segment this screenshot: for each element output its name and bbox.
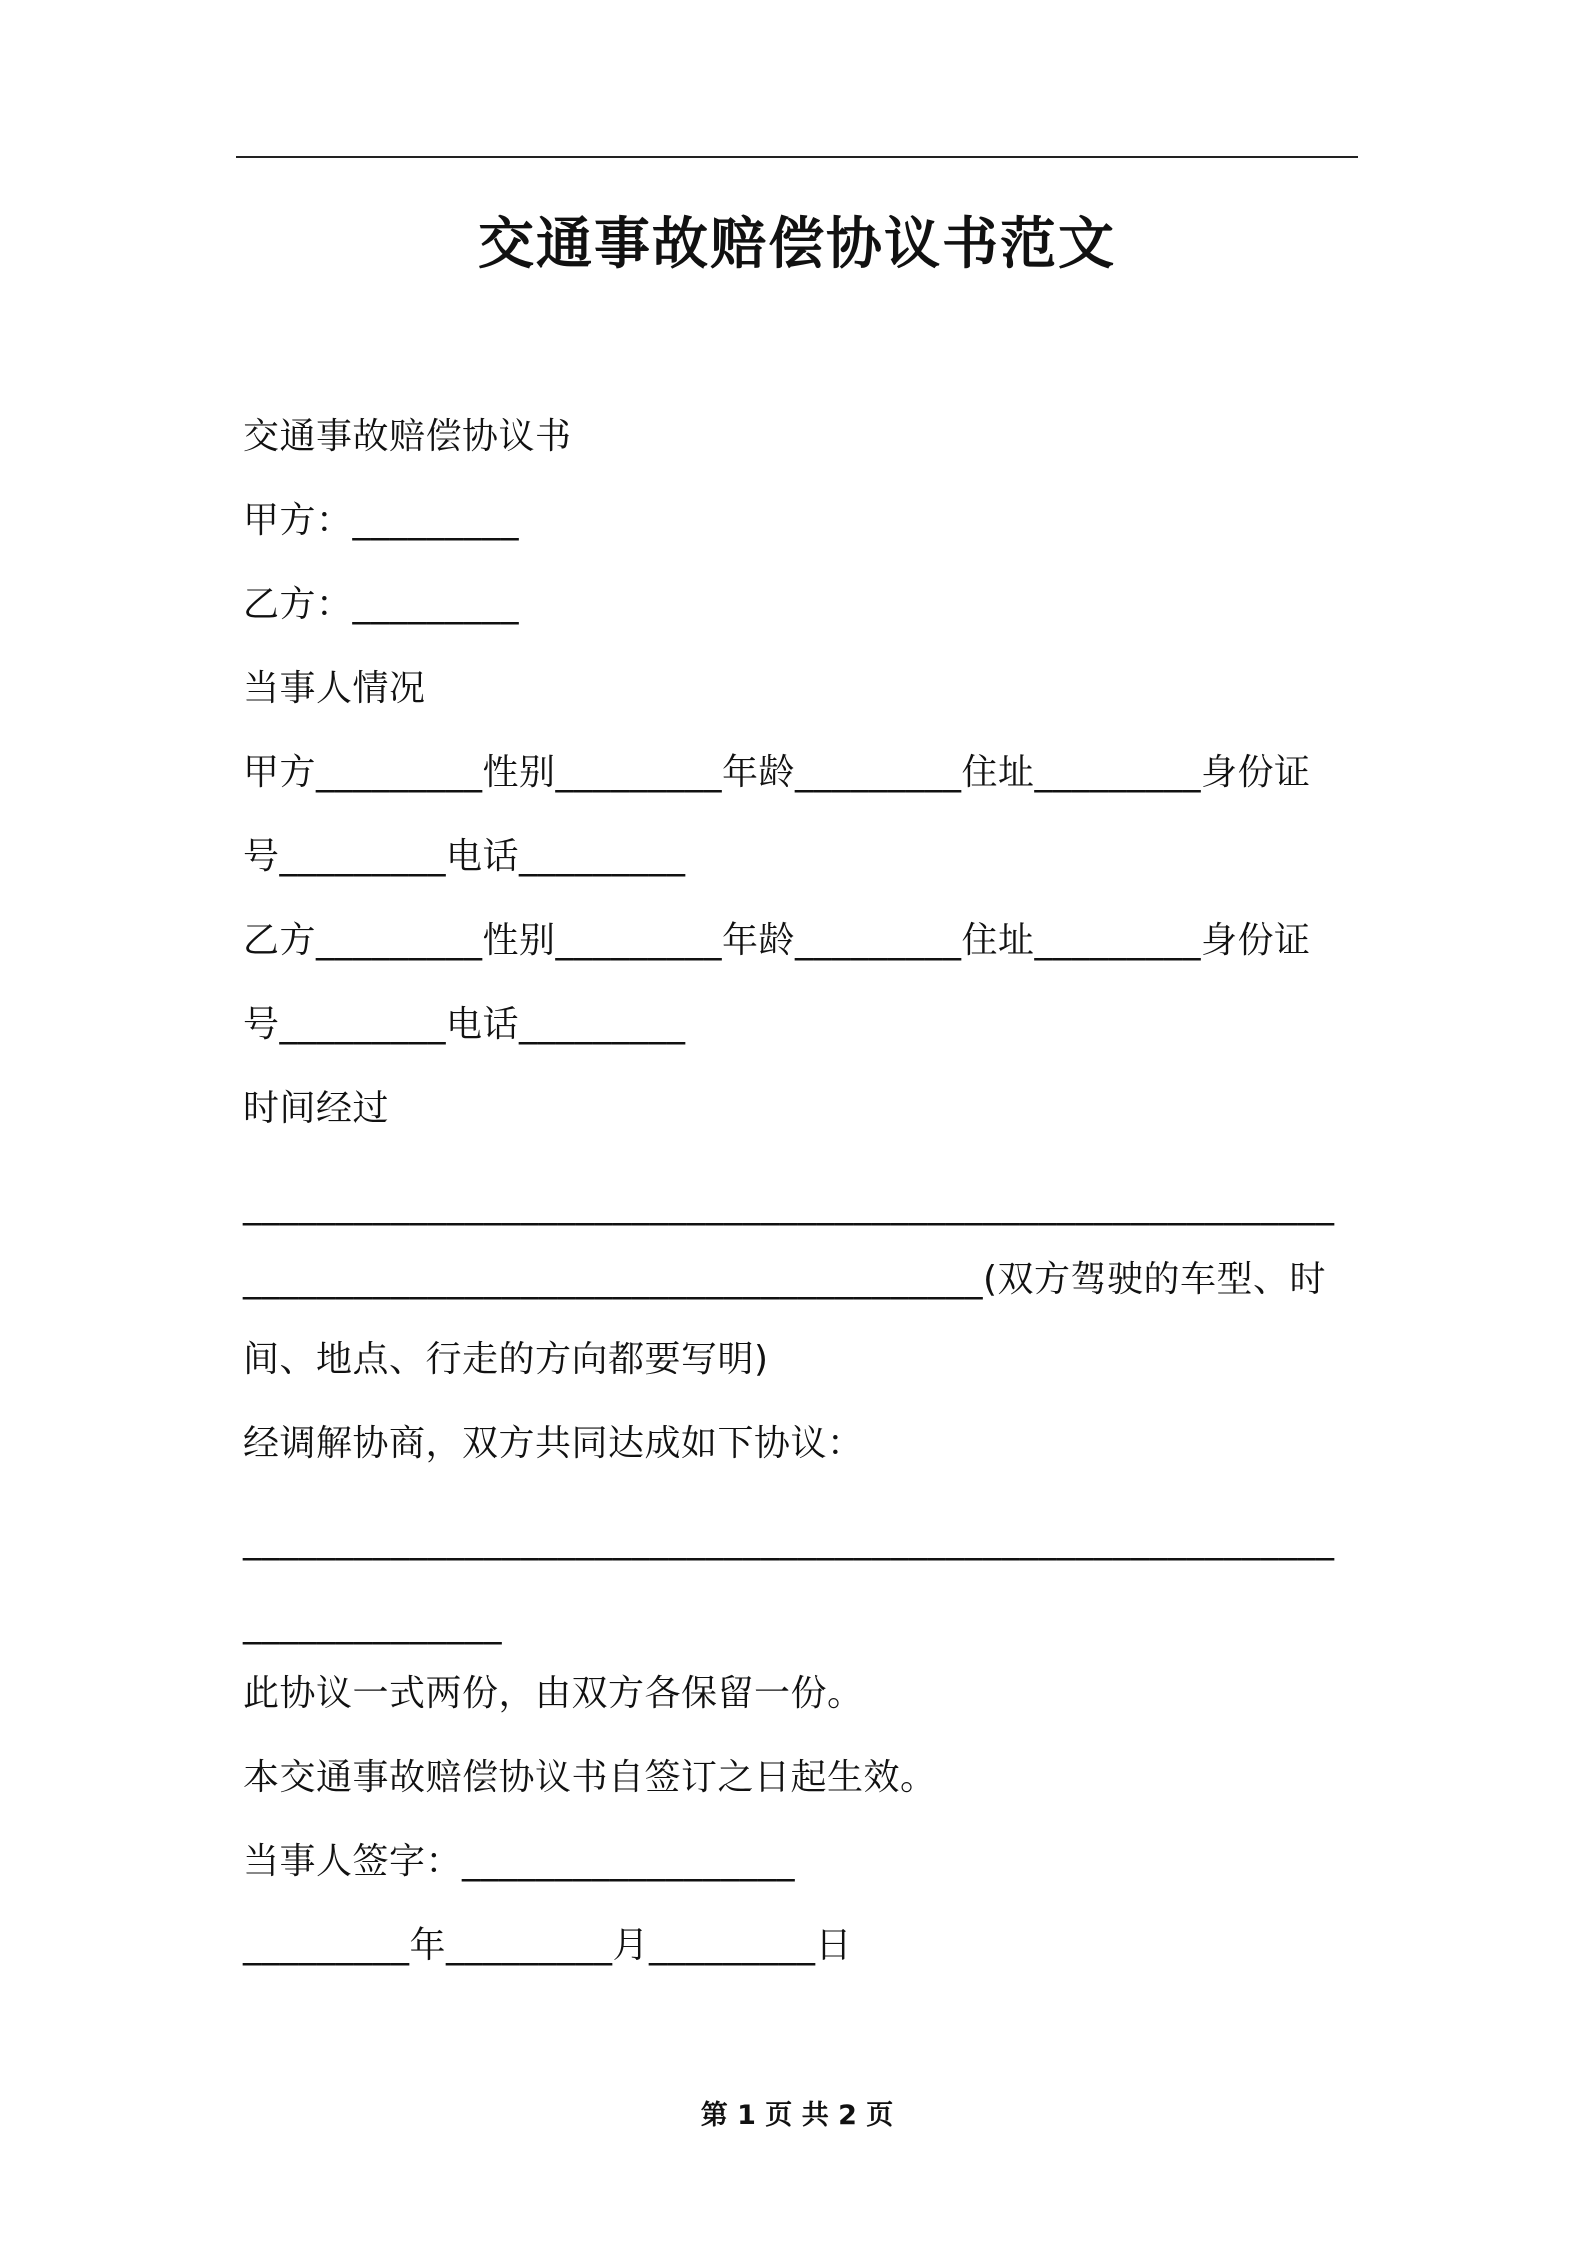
blank-line-short: ______________: [243, 1604, 502, 1645]
agreement-heading: 交通事故赔偿协议书: [243, 416, 572, 457]
mediation-statement: 经调解协商，双方共同达成如下协议：: [243, 1423, 864, 1464]
party-a-details-line-2: 号_________电话_________: [243, 836, 686, 877]
parties-info-heading: 当事人情况: [243, 668, 426, 709]
party-a-line: 甲方：_________: [243, 500, 520, 541]
party-a-details-line-1: 甲方_________性别_________年龄_________住址_________身份证: [243, 752, 1311, 793]
blank-line-with-note: ________________________________________(双方驾驶的车型、时: [243, 1259, 1327, 1300]
effective-clause: 本交通事故赔偿协议书自签订之日起生效。: [243, 1757, 937, 1798]
document-title: 交通事故赔偿协议书范文: [478, 212, 1116, 277]
party-b-details-line-2: 号_________电话_________: [243, 1004, 686, 1045]
blank-line: ___________________________________________________________: [243, 1185, 1335, 1226]
page-footer: 第 1 页 共 2 页: [700, 2100, 894, 2131]
note-continuation: 间、地点、行走的方向都要写明): [243, 1339, 769, 1380]
party-b-details-line-1: 乙方_________性别_________年龄_________住址_________身份证: [243, 920, 1311, 961]
signature-line: 当事人签字：__________________: [243, 1841, 796, 1882]
party-b-line: 乙方：_________: [243, 584, 520, 625]
copies-clause: 此协议一式两份，由双方各保留一份。: [243, 1673, 864, 1714]
time-process-heading: 时间经过: [243, 1088, 390, 1129]
blank-line: ___________________________________________________________: [243, 1520, 1335, 1561]
header-rule: [236, 156, 1358, 158]
date-line: _________年_________月_________日: [243, 1925, 852, 1966]
